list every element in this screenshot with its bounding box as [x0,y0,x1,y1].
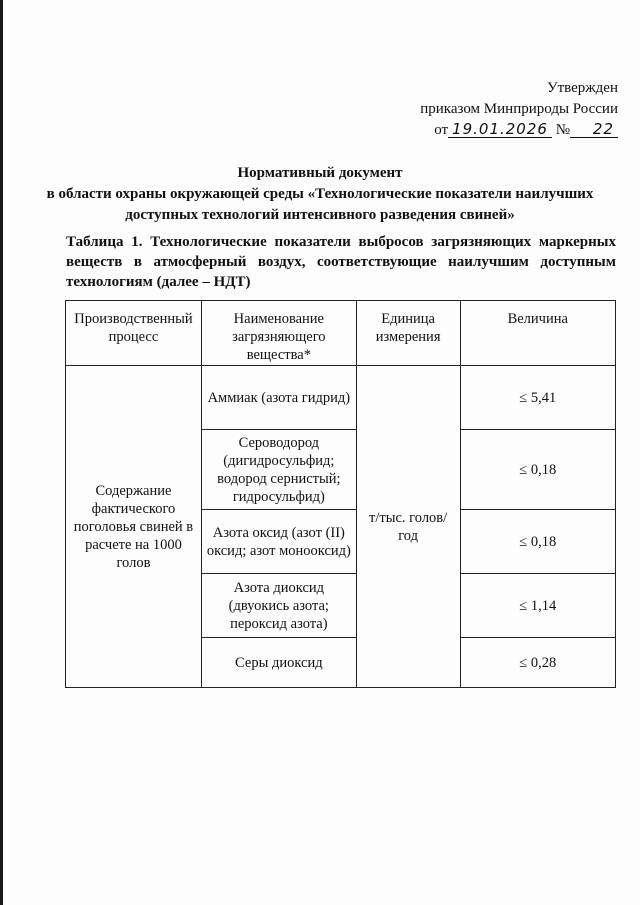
process-cell: Содержание фактического поголовья свиней в расчете на 1000 голов [66,366,202,688]
date-prefix: от [434,122,449,138]
document-title [40,163,600,226]
table-caption: Таблица 1. Технологические показатели выбросов загрязняющих маркерных веществ в атмосферный воздух, соответствующие наилучшим доступным технологиям (далее – НДТ) [66,234,616,290]
number-prefix: № [555,122,570,138]
approval-date-number [420,120,618,141]
value-cell: ≤ 0,28 [460,638,615,688]
handwritten-date: 19.01.2026 [448,121,552,138]
page-edge-rule [0,0,3,905]
table-row [66,366,616,430]
header-process: Производственный процесс [66,301,202,366]
substance-cell: Азота диоксид (двуокись азота; пероксид азота) [201,574,356,638]
value-cell: ≤ 5,41 [460,366,615,430]
document-title-line-1: Нормативный документ [237,165,403,181]
header-value: Величина [460,301,615,366]
substance-cell: Сероводород (дигидросульфид; водород сернистый; гидросульфид) [201,430,356,510]
table-header-row [66,301,616,366]
unit-cell: т/тыс. голов/год [356,366,460,688]
header-unit: Единица измерения [356,301,460,366]
document-title-line-3: доступных технологий интенсивного разведения свиней» [125,207,515,223]
substance-cell: Аммиак (азота гидрид) [201,366,356,430]
header-substance: Наименование загрязняющего вещества* [201,301,356,366]
value-cell: ≤ 1,14 [460,574,615,638]
approval-line-order: приказом Минприроды России [420,101,618,117]
value-cell: ≤ 0,18 [460,430,615,510]
approval-block [420,78,618,141]
approval-line-approved: Утвержден [546,80,618,96]
substance-cell: Серы диоксид [201,638,356,688]
substance-cell: Азота оксид (азот (II) оксид; азот монооксид) [201,510,356,574]
value-cell: ≤ 0,18 [460,510,615,574]
document-title-line-2: в области охраны окружающей среды «Технологические показатели наилучших [46,186,594,202]
indicators-table [65,300,616,688]
handwritten-number: 22 [570,121,618,138]
